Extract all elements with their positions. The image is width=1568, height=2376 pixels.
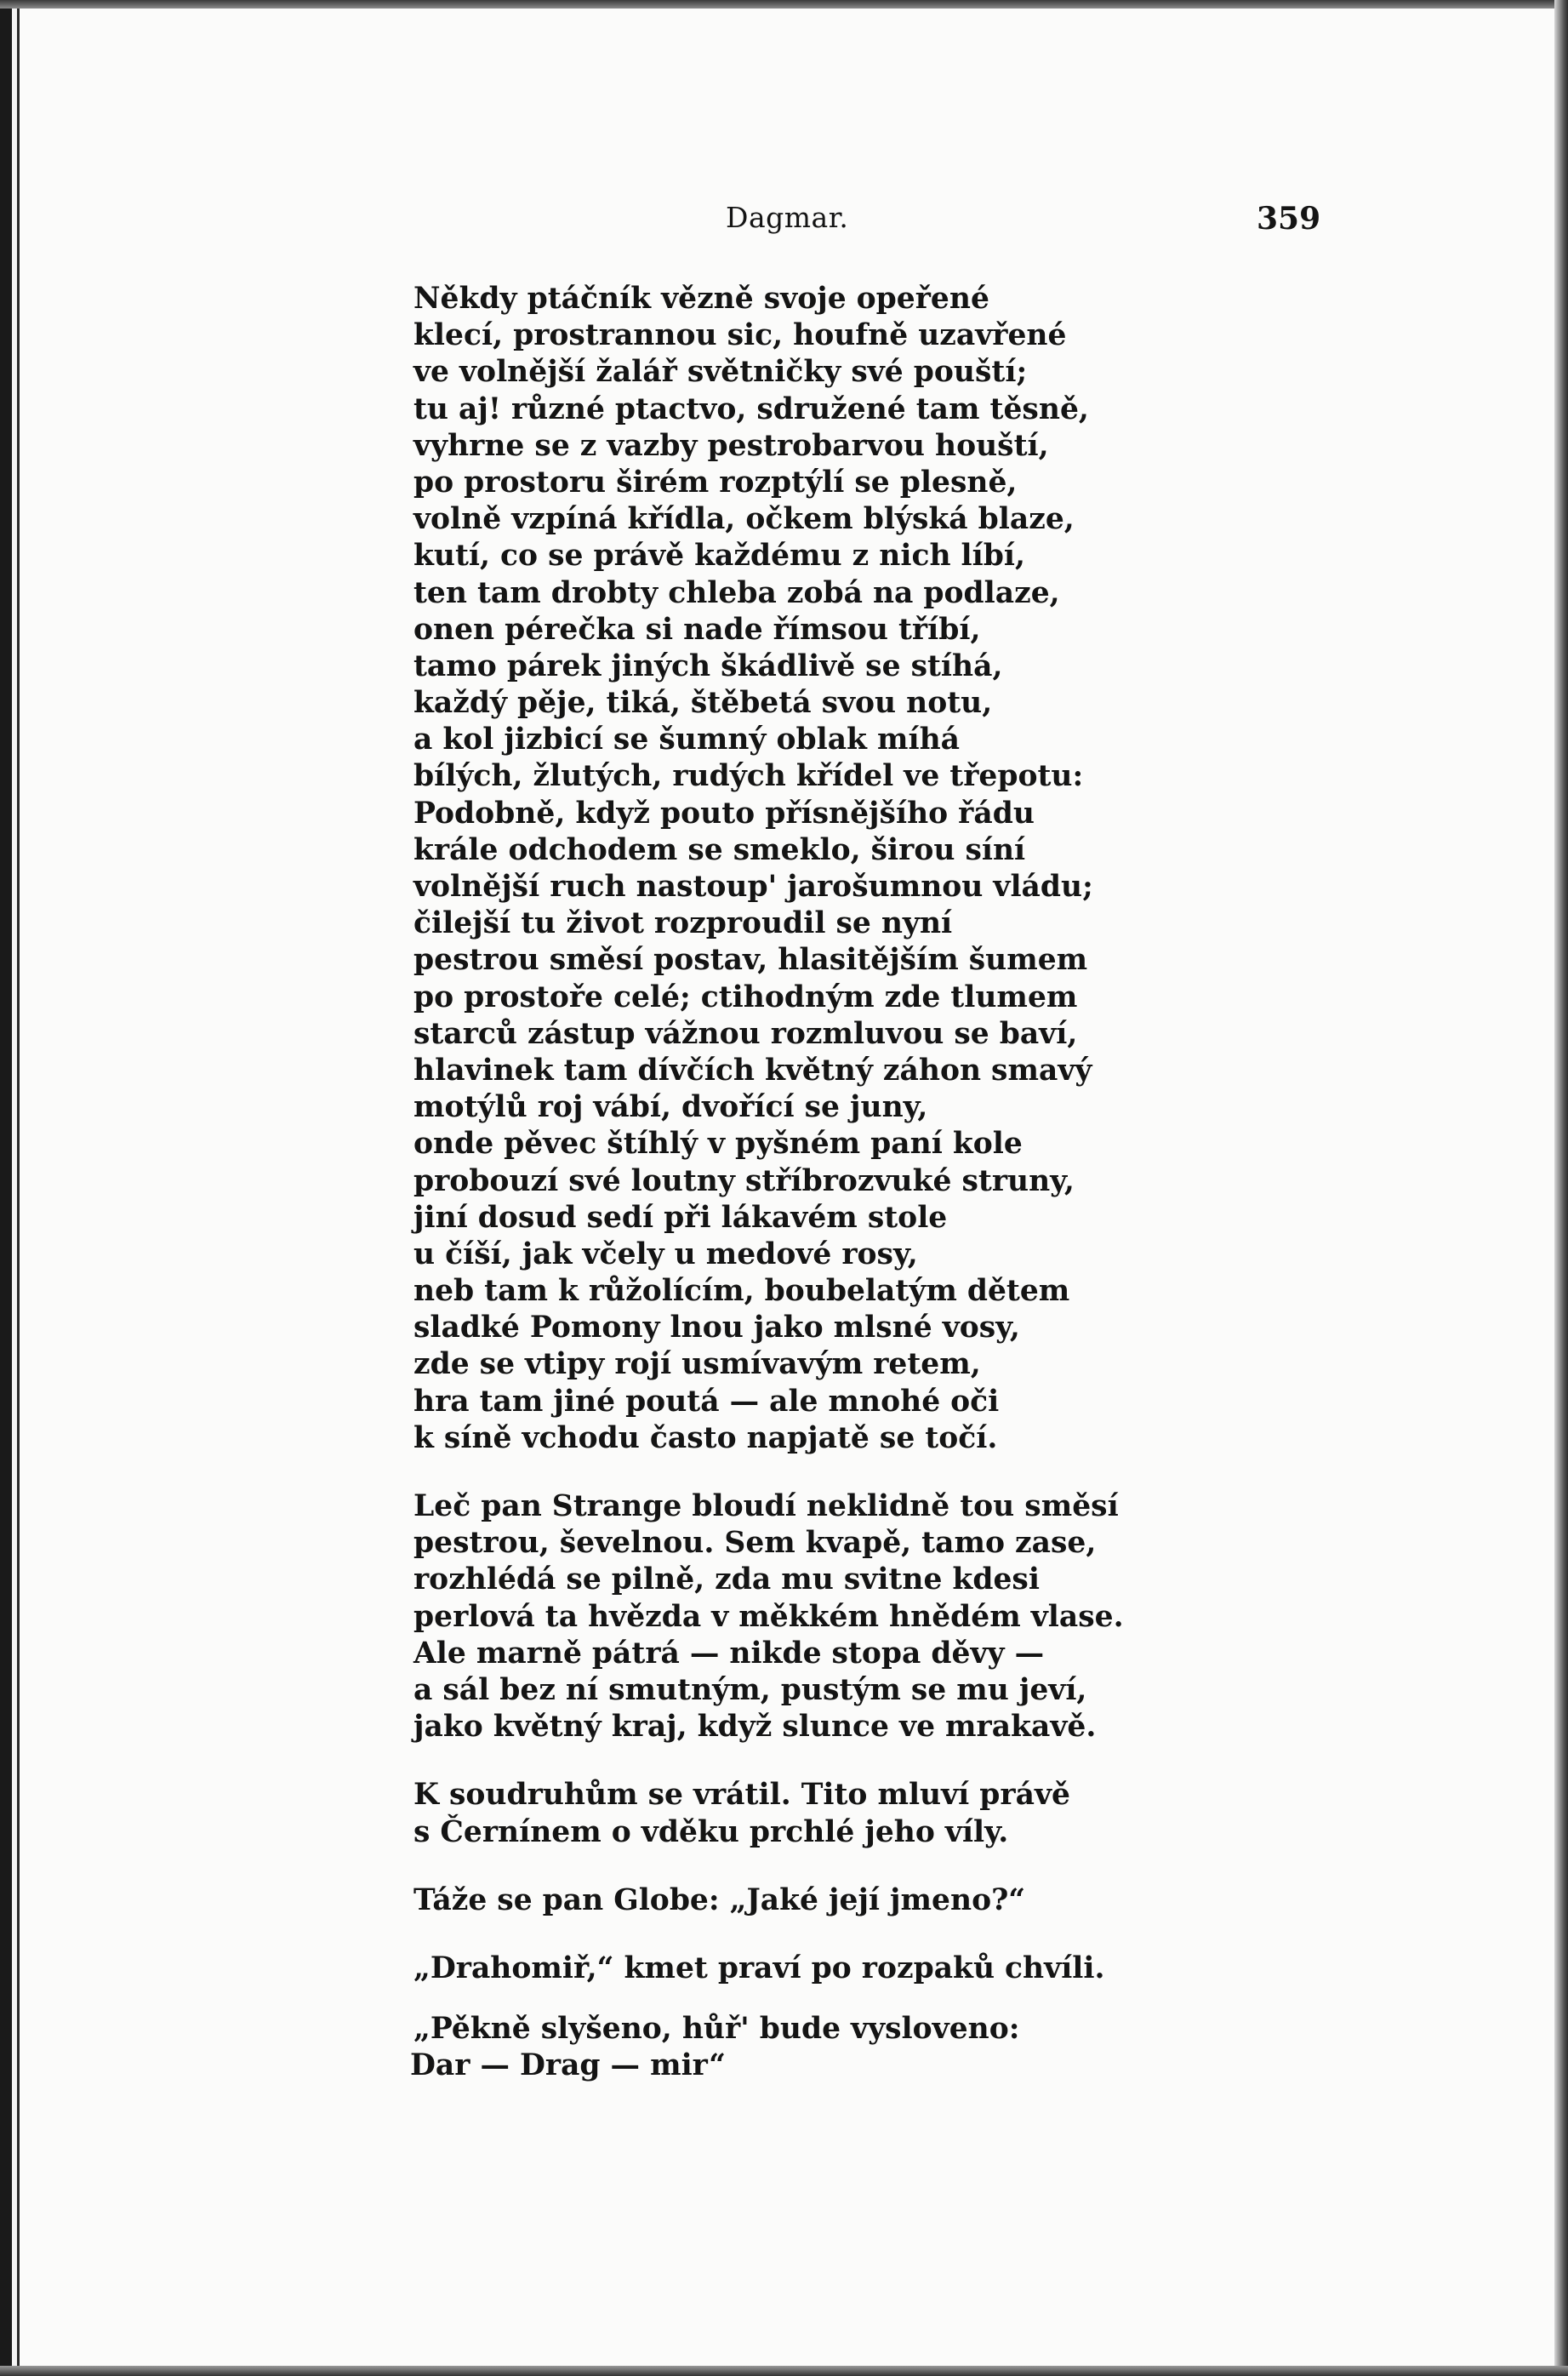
verse-line: Dar — Drag — mir“ [410, 2048, 726, 2083]
verse-line: zde se vtipy rojí usmívavým retem, [413, 1347, 981, 1382]
verse-line: a sál bez ní smutným, pustým se mu jeví, [413, 1672, 1087, 1707]
verse-line: čilejší tu život rozproudil se nyní [413, 906, 953, 941]
verse-line: ve volnější žalář světničky své pouští; [413, 355, 1028, 390]
verse-line: vyhrne se z vazby pestrobarvou houští, [413, 428, 1049, 463]
verse-line: s Černínem o vděku prchlé jeho víly. [413, 1814, 1009, 1849]
stanza-gap [413, 1851, 1111, 1882]
stanza [413, 1777, 1111, 1850]
verse-line: volně vzpíná křídla, očkem blýská blaze, [413, 502, 1075, 537]
verse-line: rozhlédá se pilně, zda mu svitne kdesi [413, 1562, 1040, 1597]
stanza [413, 1882, 1111, 1919]
verse-line: „Pěkně slyšeno, hůř' bude vysloveno: [413, 2012, 1020, 2047]
verse-line: ten tam drobty chleba zobá na podlaze, [413, 575, 1060, 610]
verse-line: po prostoře celé; ctihodným zde tlumem [413, 980, 1078, 1014]
verse-line: klecí, prostrannou sic, houfně uzavřené [413, 318, 1067, 353]
verse-line: jiní dosud sedí při lákavém stole [413, 1200, 948, 1235]
verse-line: probouzí své loutny stříbrozvuké struny, [413, 1163, 1075, 1198]
verse-line: po prostoru širém rozptýlí se plesně, [413, 465, 1018, 500]
scan-border-right [1554, 0, 1568, 2376]
verse-line: bílých, žlutých, rudých křídel ve třepotu: [413, 759, 1084, 794]
scan-border-top [0, 0, 1568, 9]
verse-line: k síně vchodu často napjatě se točí. [413, 1420, 998, 1455]
scan-border-inner [17, 0, 20, 2376]
verse-line: tamo párek jiných škádlivě se stíhá, [413, 648, 1003, 683]
verse-line: hlavinek tam dívčích květný záhon smavý [413, 1053, 1092, 1088]
verse-line: krále odchodem se smeklo, širou síní [413, 832, 1026, 867]
running-head: Dagmar. [726, 201, 849, 234]
verse-line: pestrou, ševelnou. Sem kvapě, tamo zase, [413, 1526, 1097, 1561]
stanza-gap [413, 1987, 1111, 2011]
stanza [410, 2011, 1111, 2084]
stanza [413, 1950, 1111, 1987]
verse-line: u číší, jak včely u medové rosy, [413, 1237, 918, 1271]
verse-line: onde pěvec štíhlý v pyšném paní kole [413, 1127, 1023, 1162]
stanza [413, 1488, 1124, 1745]
verse-line: starců zástup vážnou rozmluvou se baví, [413, 1016, 1078, 1051]
verse-line: motýlů roj vábí, dvořící se juny, [413, 1090, 928, 1125]
verse-line: sladké Pomony lnou jako mlsné vosy, [413, 1311, 1020, 1345]
verse-line: perlová ta hvězda v měkkém hnědém vlase. [413, 1599, 1124, 1634]
stanza [413, 281, 1111, 1457]
scan-border-left [0, 0, 12, 2376]
verse-line: pestrou směsí postav, hlasitějším šumem [413, 943, 1088, 978]
stanza-gap [413, 1457, 1111, 1488]
stanza-gap [413, 1919, 1111, 1950]
verse-line: a kol jizbicí se šumný oblak míhá [413, 723, 961, 757]
stanza-gap [413, 1745, 1111, 1777]
poem-body [410, 281, 1124, 2084]
verse-line: Leč pan Strange bloudí neklidně tou směsí [413, 1489, 1119, 1523]
verse-line: volnější ruch nastoup' jarošumnou vládu; [413, 870, 1093, 904]
verse-line: „Drahomiř,“ kmet praví po rozpaků chvíli. [413, 1950, 1105, 1985]
verse-line: tu aj! různé ptactvo, sdružené tam těsně, [413, 391, 1089, 426]
scan-border-bottom [0, 2366, 1568, 2376]
verse-line: K soudruhům se vrátil. Tito mluví právě [413, 1778, 1070, 1813]
page-number: 359 [1257, 201, 1321, 237]
verse-line: každý pěje, tiká, štěbetá svou notu, [413, 686, 993, 721]
verse-line: kutí, co se právě každému z nich líbí, [413, 539, 1025, 574]
verse-line: Podobně, když pouto přísnějšího řádu [413, 796, 1035, 831]
verse-line: hra tam jiné poutá — ale mnohé oči [413, 1384, 1000, 1419]
verse-line: onen pérečka si nade římsou tříbí, [413, 612, 981, 647]
verse-line: Ale marně pátrá — nikde stopa děvy — [413, 1636, 1045, 1671]
verse-line: jako květný kraj, když slunce ve mrakavě. [413, 1710, 1097, 1745]
verse-line: Někdy ptáčník vězně svoje opeřené [413, 282, 989, 316]
verse-line: Táže se pan Globe: „Jaké její jmeno?“ [413, 1882, 1026, 1917]
verse-line: neb tam k růžolícím, boubelatým dětem [413, 1274, 1070, 1309]
